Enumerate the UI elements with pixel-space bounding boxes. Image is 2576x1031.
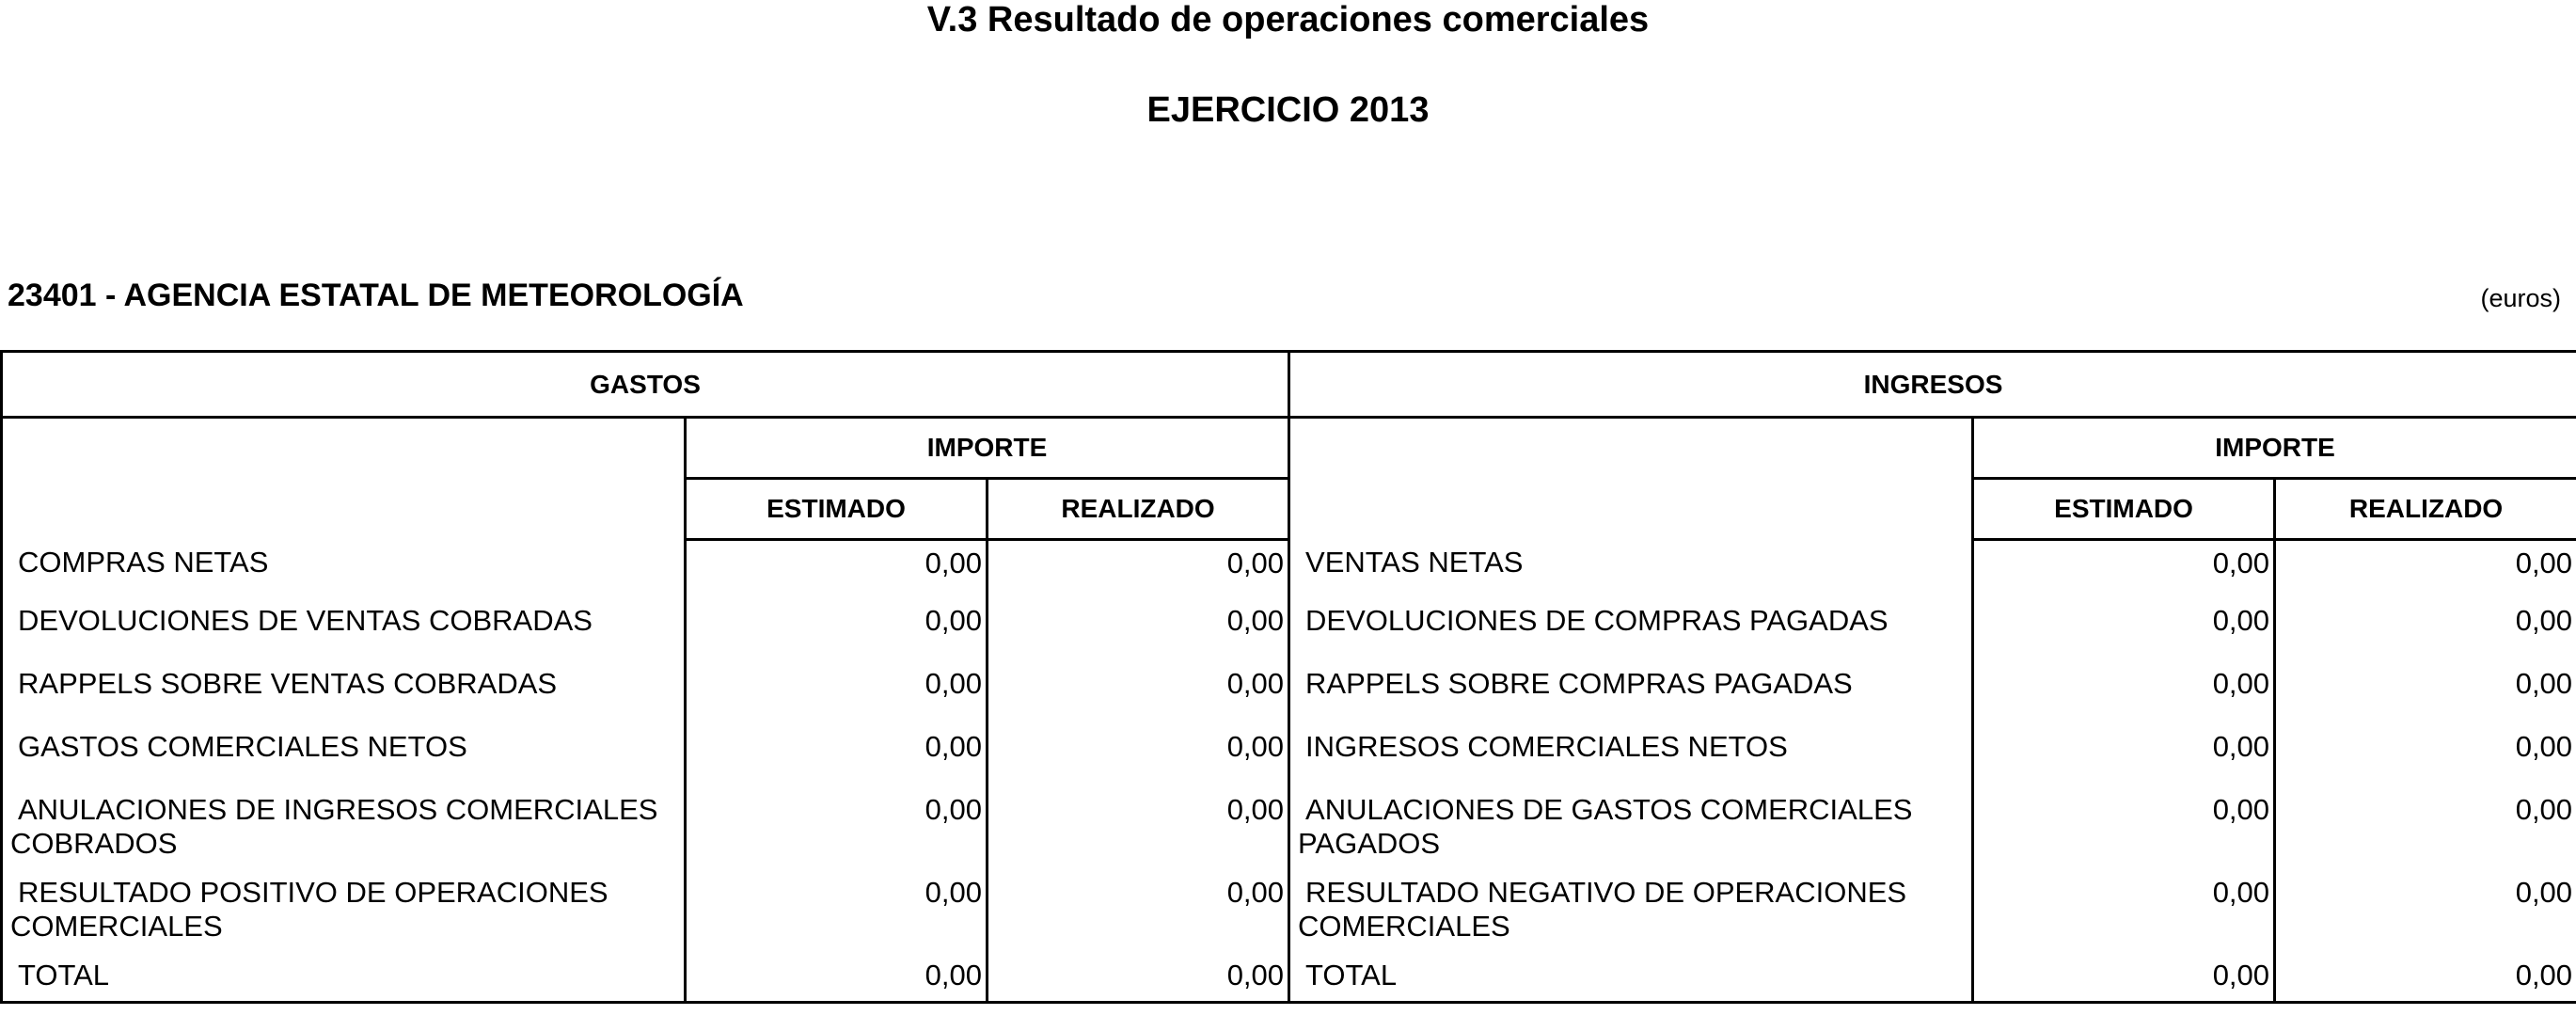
ingresos-concept-header bbox=[1289, 418, 1973, 540]
gasto-realizado: 0,00 bbox=[988, 540, 1289, 605]
gasto-total-realizado: 0,00 bbox=[988, 959, 1289, 1003]
gasto-concept: RAPPELS SOBRE VENTAS COBRADAS bbox=[2, 667, 686, 730]
gasto-total-estimado: 0,00 bbox=[686, 959, 988, 1003]
gasto-total-label: TOTAL bbox=[2, 959, 686, 1003]
table-row bbox=[2, 730, 2576, 793]
ingresos-realizado-header: REALIZADO bbox=[2275, 479, 2576, 540]
table-row bbox=[2, 604, 2576, 667]
ingreso-total-realizado: 0,00 bbox=[2275, 959, 2576, 1003]
gasto-realizado: 0,00 bbox=[988, 604, 1289, 667]
gasto-concept: RESULTADO POSITIVO DE OPERACIONES COMERCIALES bbox=[2, 876, 686, 959]
entity-name: 23401 - AGENCIA ESTATAL DE METEOROLOGÍA bbox=[8, 278, 744, 313]
gasto-concept: DEVOLUCIONES DE VENTAS COBRADAS bbox=[2, 604, 686, 667]
ingreso-estimado: 0,00 bbox=[1973, 604, 2275, 667]
gasto-concept: COMPRAS NETAS bbox=[2, 540, 686, 605]
ingreso-estimado: 0,00 bbox=[1973, 667, 2275, 730]
ingreso-realizado: 0,00 bbox=[2275, 540, 2576, 605]
gasto-realizado: 0,00 bbox=[988, 876, 1289, 959]
currency-units: (euros) bbox=[2480, 284, 2561, 312]
ingreso-realizado: 0,00 bbox=[2275, 730, 2576, 793]
ingreso-concept: RAPPELS SOBRE COMPRAS PAGADAS bbox=[1289, 667, 1973, 730]
commercial-operations-table bbox=[0, 350, 2576, 1004]
gasto-realizado: 0,00 bbox=[988, 793, 1289, 876]
gastos-realizado-header: REALIZADO bbox=[988, 479, 1289, 540]
ingreso-estimado: 0,00 bbox=[1973, 793, 2275, 876]
gasto-estimado: 0,00 bbox=[686, 540, 988, 605]
ingreso-realizado: 0,00 bbox=[2275, 667, 2576, 730]
gasto-estimado: 0,00 bbox=[686, 793, 988, 876]
ingreso-estimado: 0,00 bbox=[1973, 730, 2275, 793]
gastos-concept-header bbox=[2, 418, 686, 540]
ingreso-estimado: 0,00 bbox=[1973, 876, 2275, 959]
ingreso-estimado: 0,00 bbox=[1973, 540, 2275, 605]
ingreso-realizado: 0,00 bbox=[2275, 876, 2576, 959]
gasto-concept: ANULACIONES DE INGRESOS COMERCIALES COBRADOS bbox=[2, 793, 686, 876]
table-row bbox=[2, 876, 2576, 959]
table-row bbox=[2, 793, 2576, 876]
gasto-estimado: 0,00 bbox=[686, 876, 988, 959]
gasto-estimado: 0,00 bbox=[686, 730, 988, 793]
ingreso-total-estimado: 0,00 bbox=[1973, 959, 2275, 1003]
total-row bbox=[2, 959, 2576, 1003]
gasto-realizado: 0,00 bbox=[988, 667, 1289, 730]
ingresos-header: INGRESOS bbox=[1289, 352, 2576, 418]
ingreso-concept: ANULACIONES DE GASTOS COMERCIALES PAGADOS bbox=[1289, 793, 1973, 876]
gastos-header: GASTOS bbox=[2, 352, 1289, 418]
ingreso-concept: VENTAS NETAS bbox=[1289, 540, 1973, 605]
gasto-estimado: 0,00 bbox=[686, 667, 988, 730]
ingreso-realizado: 0,00 bbox=[2275, 793, 2576, 876]
ingreso-concept: DEVOLUCIONES DE COMPRAS PAGADAS bbox=[1289, 604, 1973, 667]
ingresos-estimado-header: ESTIMADO bbox=[1973, 479, 2275, 540]
gasto-estimado: 0,00 bbox=[686, 604, 988, 667]
gastos-importe-header: IMPORTE bbox=[686, 418, 1289, 479]
gasto-concept: GASTOS COMERCIALES NETOS bbox=[2, 730, 686, 793]
gasto-realizado: 0,00 bbox=[988, 730, 1289, 793]
ingreso-realizado: 0,00 bbox=[2275, 604, 2576, 667]
fiscal-year-subtitle: EJERCICIO 2013 bbox=[1146, 90, 1430, 130]
page-title: V.3 Resultado de operaciones comerciales bbox=[926, 0, 1650, 40]
ingreso-concept: INGRESOS COMERCIALES NETOS bbox=[1289, 730, 1973, 793]
ingresos-importe-header: IMPORTE bbox=[1973, 418, 2576, 479]
table-row bbox=[2, 540, 2576, 605]
ingreso-total-label: TOTAL bbox=[1289, 959, 1973, 1003]
table-row bbox=[2, 667, 2576, 730]
ingreso-concept: RESULTADO NEGATIVO DE OPERACIONES COMERCIALES bbox=[1289, 876, 1973, 959]
gastos-estimado-header: ESTIMADO bbox=[686, 479, 988, 540]
